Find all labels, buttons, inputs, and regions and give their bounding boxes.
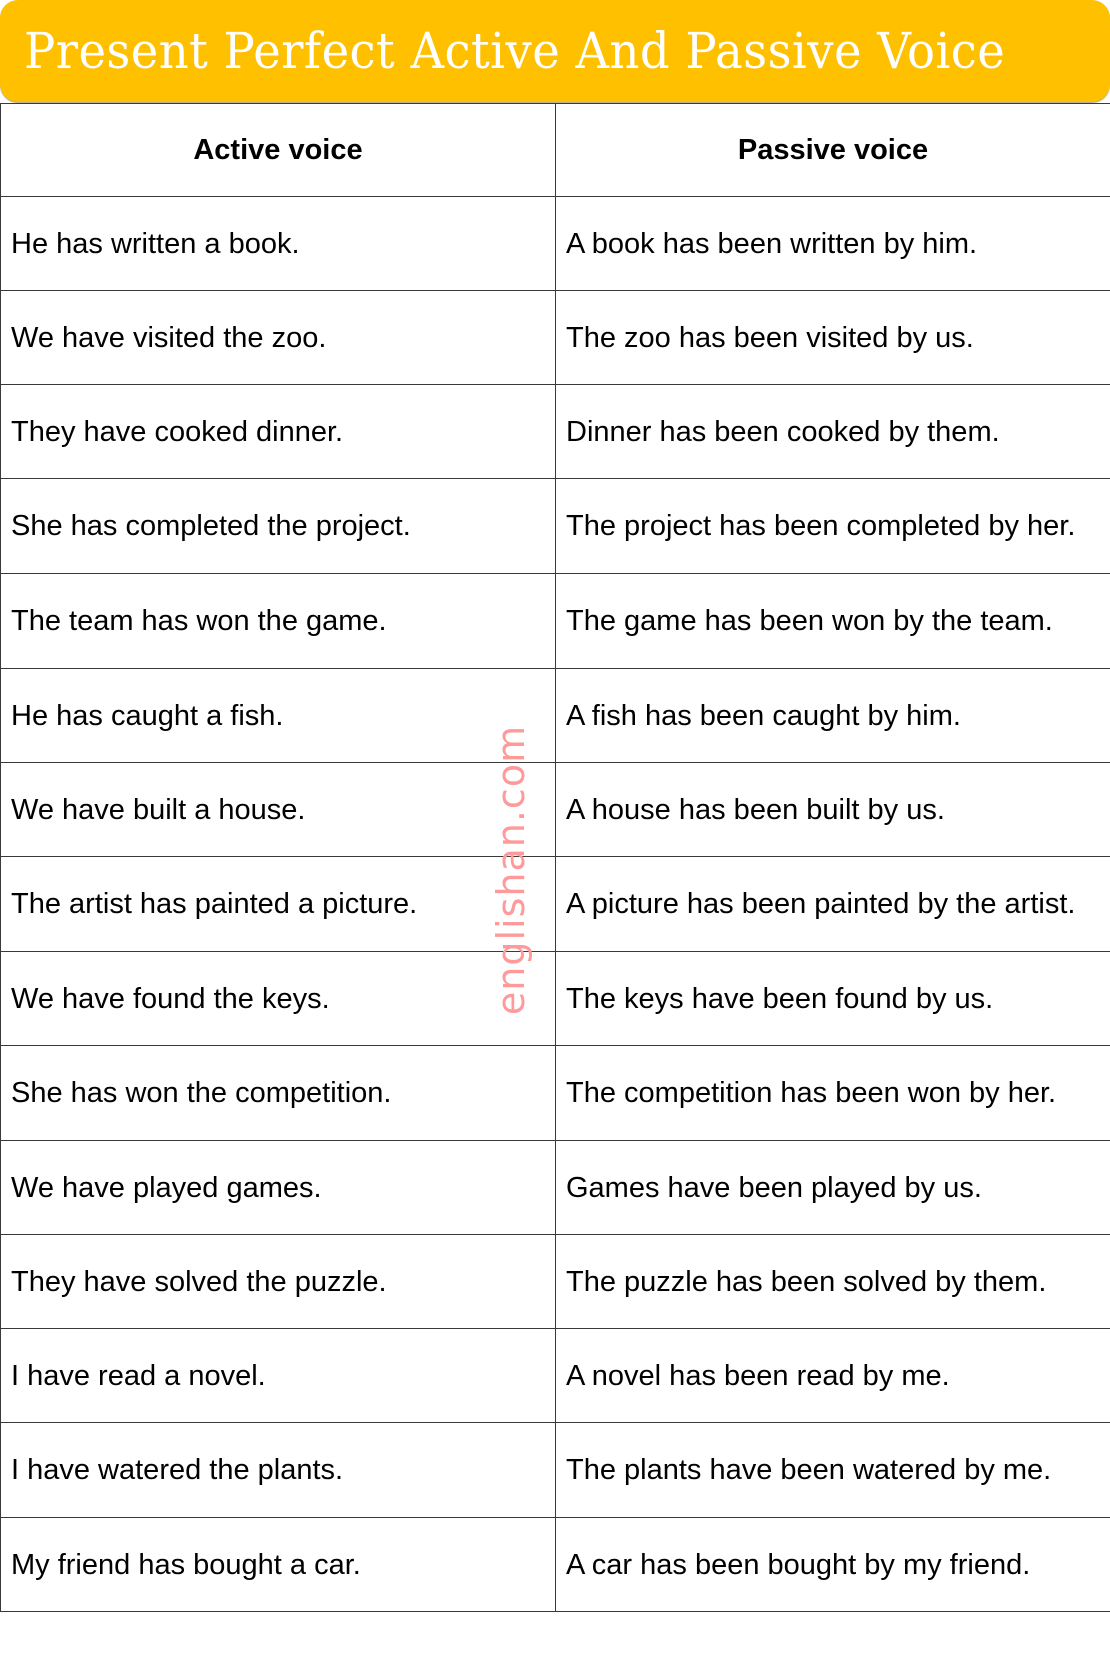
passive-cell: Games have been played by us.: [556, 1141, 1110, 1235]
passive-cell: A novel has been read by me.: [556, 1329, 1110, 1423]
passive-cell: Dinner has been cooked by them.: [556, 385, 1110, 479]
table-row: [1, 857, 1110, 952]
table-row: [1, 1235, 1110, 1329]
active-cell: The team has won the game.: [1, 574, 556, 669]
active-cell: He has written a book.: [1, 197, 556, 291]
active-cell: My friend has bought a car.: [1, 1518, 556, 1612]
passive-cell: A car has been bought by my friend.: [556, 1518, 1110, 1612]
active-cell: We have found the keys.: [1, 952, 556, 1046]
passive-cell: A book has been written by him.: [556, 197, 1110, 291]
passive-cell: The puzzle has been solved by them.: [556, 1235, 1110, 1329]
active-cell: The artist has painted a picture.: [1, 857, 556, 952]
table-row: [1, 1329, 1110, 1423]
table-row: [1, 291, 1110, 385]
table-header-row: [1, 104, 1110, 197]
column-header-passive: Passive voice: [556, 104, 1110, 197]
active-cell: I have read a novel.: [1, 1329, 556, 1423]
table-row: [1, 1518, 1110, 1612]
watermark-text: englishan.com: [489, 724, 533, 1016]
active-cell: She has won the competition.: [1, 1046, 556, 1141]
active-cell: They have solved the puzzle.: [1, 1235, 556, 1329]
active-cell: He has caught a fish.: [1, 669, 556, 763]
passive-cell: A fish has been caught by him.: [556, 669, 1110, 763]
table-row: [1, 1141, 1110, 1235]
active-cell: I have watered the plants.: [1, 1423, 556, 1518]
active-cell: We have visited the zoo.: [1, 291, 556, 385]
table-row: [1, 1046, 1110, 1141]
page-title: Present Perfect Active And Passive Voice: [24, 22, 1006, 80]
passive-cell: The keys have been found by us.: [556, 952, 1110, 1046]
table-row: [1, 385, 1110, 479]
passive-cell: The competition has been won by her.: [556, 1046, 1110, 1141]
passive-cell: The plants have been watered by me.: [556, 1423, 1110, 1518]
passive-cell: The zoo has been visited by us.: [556, 291, 1110, 385]
passive-cell: The game has been won by the team.: [556, 574, 1110, 669]
table-row: [1, 1423, 1110, 1518]
voice-comparison-table: [0, 103, 1110, 1612]
table-row: [1, 479, 1110, 574]
table-row: [1, 763, 1110, 857]
title-banner: [0, 0, 1110, 102]
table-row: [1, 197, 1110, 291]
active-cell: We have built a house.: [1, 763, 556, 857]
active-cell: We have played games.: [1, 1141, 556, 1235]
table-row: [1, 574, 1110, 669]
column-header-active: Active voice: [1, 104, 556, 197]
active-cell: They have cooked dinner.: [1, 385, 556, 479]
passive-cell: The project has been completed by her.: [556, 479, 1110, 574]
table-row: [1, 952, 1110, 1046]
table-row: [1, 669, 1110, 763]
passive-cell: A house has been built by us.: [556, 763, 1110, 857]
passive-cell: A picture has been painted by the artist.: [556, 857, 1110, 952]
active-cell: She has completed the project.: [1, 479, 556, 574]
